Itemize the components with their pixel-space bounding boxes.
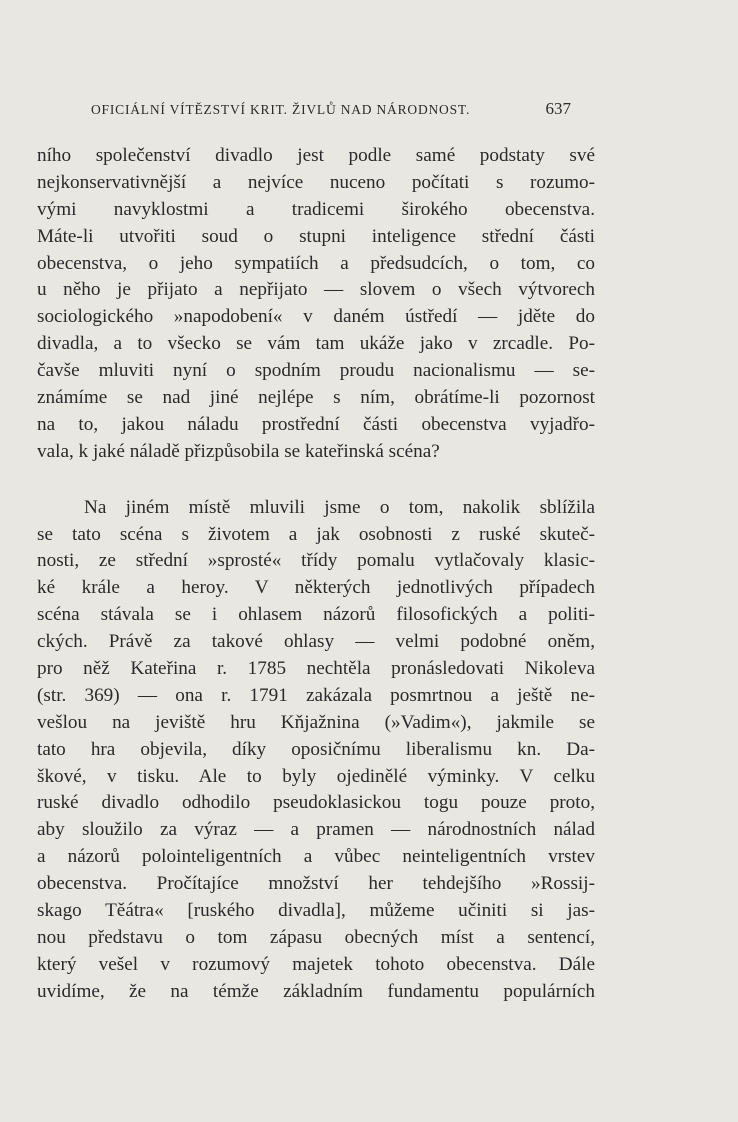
text-line: tato hra objevila, díky oposičnímu liberalismu kn. Da- bbox=[37, 738, 595, 760]
text-line: u něho je přijato a nepřijato — slovem o všech výtvorech bbox=[37, 279, 595, 301]
text-line: a názorů polointeligentních a vůbec neinteligentních vrstev bbox=[37, 846, 595, 868]
paragraph-2 bbox=[37, 495, 595, 1006]
text-line: který vešel v rozumový majetek tohoto obecenstva. Dále bbox=[37, 953, 595, 975]
text-line: (str. 369) — ona r. 1791 zakázala posmrtnou a ještě ne- bbox=[37, 684, 595, 706]
text-line: pro něž Kateřina r. 1785 nechtěla pronásledovati Nikoleva bbox=[37, 658, 595, 680]
text-line: na to, jakou náladu prostřední části obecenstva vyjadřo- bbox=[37, 413, 595, 435]
running-title: OFICIÁLNÍ VÍTĚZSTVÍ KRIT. ŽIVLŮ NAD NÁRODNOST. bbox=[91, 102, 471, 117]
paragraph-gap bbox=[37, 466, 595, 495]
text-line: škové, v tisku. Ale to byly ojedinělé výminky. V celku bbox=[37, 765, 595, 787]
text-line: známíme se nad jiné nejlépe s ním, obrátíme-li pozornost bbox=[37, 387, 595, 409]
text-line: divadla, a to všecko se vám tam ukáže jako v zrcadle. Po- bbox=[37, 333, 595, 355]
text-line: Máte-li utvořiti soud o stupni inteligence střední části bbox=[37, 225, 595, 247]
running-head bbox=[91, 99, 571, 123]
text-line: nosti, ze střední »sprosté« třídy pomalu vytlačovaly klasic- bbox=[37, 550, 595, 572]
text-line: scéna stávala se i ohlasem názorů filosofických a politi- bbox=[37, 604, 595, 626]
text-line: aby sloužilo za výraz — a pramen — národnostních nálad bbox=[37, 819, 595, 841]
text-line: vešlou na jeviště hru Kňjažnina (»Vadim«), jakmile se bbox=[37, 711, 595, 733]
body-text bbox=[37, 143, 595, 1006]
text-line: vými navyklostmi a tradicemi širokého obecenstva. bbox=[37, 198, 595, 220]
text-line: vala, k jaké náladě přizpůsobila se kateřinská scéna? bbox=[37, 440, 440, 462]
text-line: ruské divadlo odhodilo pseudoklasickou togu pouze proto, bbox=[37, 792, 595, 814]
page-number: 637 bbox=[545, 99, 571, 118]
text-line: ckých. Právě za takové ohlasy — velmi podobné oněm, bbox=[37, 631, 595, 653]
text-line: nou představu o tom zápasu obecných míst a sentencí, bbox=[37, 926, 595, 948]
text-line: čavše mluviti nyní o spodním proudu nacionalismu — se- bbox=[37, 360, 595, 382]
text-line: nejkonservativnější a nejvíce nuceno počítati s rozumo- bbox=[37, 171, 595, 193]
text-line: uvidíme, že na témže základním fundamentu populárních bbox=[37, 980, 595, 1002]
text-line: obecenstva. Pročítajíce množství her tehdejšího »Rossij- bbox=[37, 873, 595, 895]
text-line: obecenstva, o jeho sympatiích a předsudcích, o tom, co bbox=[37, 252, 595, 274]
text-line: ního společenství divadlo jest podle samé podstaty své bbox=[37, 145, 595, 166]
paragraph-1 bbox=[37, 143, 595, 466]
text-line: skago Těátra« [ruského divadla], můžeme učiniti si jas- bbox=[37, 900, 595, 922]
text-line: ké krále a heroy. V některých jednotlivých případech bbox=[37, 577, 595, 599]
text-line: se tato scéna s životem a jak osobnosti z ruské skuteč- bbox=[37, 523, 595, 545]
text-line: Na jiném místě mluvili jsme o tom, nakolik sblížila bbox=[84, 496, 595, 518]
text-line: sociologického »napodobení« v daném ústředí — jděte do bbox=[37, 306, 595, 328]
